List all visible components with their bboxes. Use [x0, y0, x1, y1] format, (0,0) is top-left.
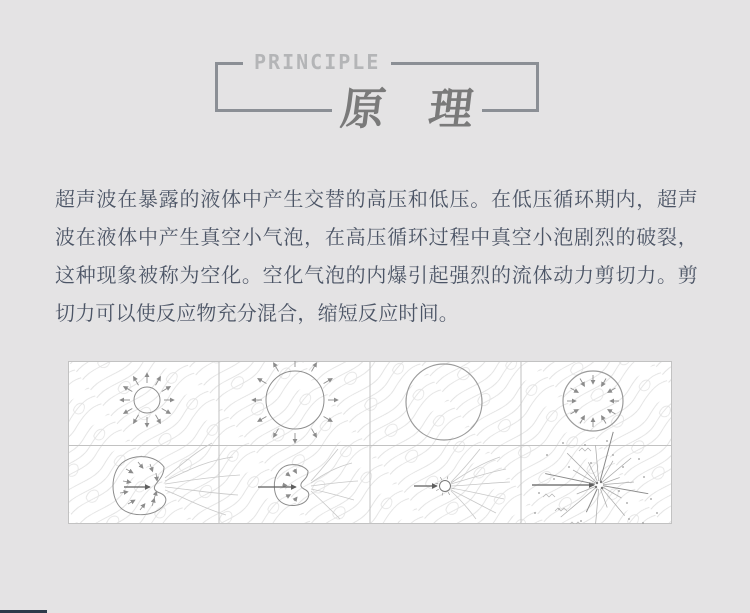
cavitation-diagram-svg — [68, 361, 672, 524]
cavitation-diagram — [68, 361, 672, 524]
page-title-text: 原 理 — [338, 85, 477, 134]
principle-paragraph: 超声波在暴露的液体中产生交替的高压和低压。在低压循环期内，超声波在液体中产生真空小气泡，在高压循环过程中真空小泡剧烈的破裂，这种现象被称为空化。空化气泡的内爆引起强烈的流体动力剪切力。剪切力可以使反应物充分混合，缩短反应时间。 — [55, 189, 698, 325]
page-title — [332, 85, 482, 135]
eyebrow-text: PRINCIPLE — [243, 52, 391, 73]
